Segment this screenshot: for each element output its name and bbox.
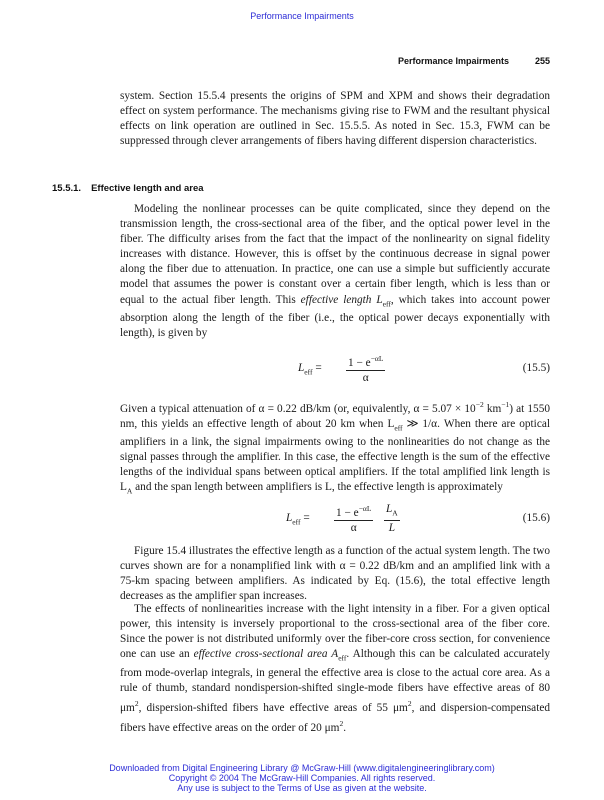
p1-symbol-sub: eff bbox=[382, 298, 391, 308]
footer-copyright: Copyright © 2004 The McGraw-Hill Companies. All rights reserved. bbox=[168, 773, 436, 783]
paragraph-effective-area bbox=[120, 602, 550, 736]
footer-terms-link[interactable]: Any use is subject to the Terms of Use as given at the website. bbox=[177, 783, 427, 793]
eq1-equals: = bbox=[315, 362, 322, 374]
p2-sub1: eff bbox=[394, 423, 403, 433]
p1-emph-term: effective length bbox=[300, 293, 372, 306]
p4-sup3: 2 bbox=[339, 718, 344, 728]
p2-t3: ) at 1550 nm, this yields an effective length of about 20 km when L bbox=[120, 402, 550, 430]
eq1-numerator: 1 − e bbox=[348, 356, 371, 369]
paragraph-effective-length bbox=[120, 202, 550, 341]
p3-text: Figure 15.4 illustrates the effective length as a function of the actual system length. The two curves shown are for a nonamplified link with α = 0.22 dB/km and an amplified link with a 75-km spacing between amplifiers. As indicated by Eq. (15.6), the total effective length decreases as the amplifier span increases. bbox=[120, 545, 550, 603]
p2-sup2: −1 bbox=[501, 400, 510, 409]
p2-t5: and the span length between amplifiers is L, the effective length is approximately bbox=[132, 481, 503, 494]
p2-t4: ≫ 1/α. When there are optical amplifiers in a link, the signal impairments owing to the nonlinearities do not change as the signal passes through the amplifier. In this case, the effective length is the sum of the effective lengths of the individual spans between optical amplifiers. If the total amplified link length is L bbox=[120, 417, 550, 494]
eq2-numerator-2: L bbox=[386, 503, 393, 515]
p4-sup2: 2 bbox=[407, 698, 412, 708]
equation-15-6 bbox=[120, 502, 550, 536]
eq1-number: (15.5) bbox=[522, 362, 550, 374]
eq2-number: (15.6) bbox=[522, 512, 550, 524]
eq1-fraction bbox=[346, 352, 385, 386]
running-head: Performance Impairments bbox=[398, 56, 510, 66]
eq2-numerator-sup: −αL bbox=[358, 504, 372, 513]
p1-text-b: , which takes into account power absorption along the length of the fiber (i.e., the optical power decays exponentially with length), is given by bbox=[120, 293, 551, 339]
paragraph-figure-ref bbox=[120, 544, 550, 604]
p1-text-a: Modeling the nonlinear processes can be quite complicated, since they depend on the transmission length, the cross-sectional area of the fiber, and the optical power level in the fiber. The difficulty arises from the fact that the impact of the nonlinearity on signal fidelity increases with distance. However, this is offset by the continuous decrease in signal power along the fiber due to attenuation. In practice, one can use a simple but sufficiently accurate model that assumes the power is constant over a certain fiber length, which is less than or equal to the actual fiber length. This bbox=[120, 203, 550, 306]
eq1-denominator: α bbox=[362, 371, 369, 384]
eq2-fraction-1 bbox=[334, 502, 373, 536]
eq2-equals: = bbox=[303, 512, 310, 524]
eq2-lhs: L bbox=[286, 512, 293, 524]
intro-paragraph bbox=[120, 89, 550, 149]
eq2-fraction-2 bbox=[384, 502, 400, 536]
eq1-lhs-sub: eff bbox=[304, 367, 313, 377]
eq2-denominator-2: L bbox=[388, 522, 395, 535]
p4-emph-term: effective cross-sectional area bbox=[193, 648, 328, 661]
eq1-numerator-sup: −αL bbox=[370, 354, 384, 363]
p4-t3: , dispersion-shifted fibers have effective areas of 55 μm bbox=[138, 701, 408, 714]
equation-15-5 bbox=[120, 352, 550, 386]
section-title: Effective length and area bbox=[91, 183, 204, 194]
p4-t4: , and dispersion-compensated fibers have effective areas on the order of 20 μm bbox=[120, 701, 550, 734]
page-number: 255 bbox=[535, 56, 551, 66]
p1-symbol: L bbox=[376, 293, 383, 306]
section-heading bbox=[52, 183, 204, 194]
p2-t2: km bbox=[483, 402, 502, 415]
eq1-lhs: L bbox=[298, 362, 305, 374]
eq2-denominator: α bbox=[350, 521, 357, 534]
p4-t2: . Although this can be calculated accurately from mode-overlap integrals, in general the effective area is close to the actual core area. As a rule of thumb, standard nondispersion-shifted single-mode fibers have effective areas of 80 μm bbox=[120, 648, 550, 714]
p4-t1: The effects of nonlinearities increase with the light intensity in a fiber. For a given optical power, this intensity is inversely proportional to the cross-sectional area of the fiber core. Since the power is not distributed uniformly over the fiber-core cross section, for convenience one can use an bbox=[120, 603, 550, 661]
p4-symbol: A bbox=[327, 648, 339, 661]
eq2-lhs-sub: eff bbox=[292, 517, 301, 527]
p2-sup1: −2 bbox=[475, 400, 484, 409]
eq2-numerator: 1 − e bbox=[336, 506, 359, 519]
p4-sup1: 2 bbox=[134, 698, 139, 708]
eq2-numerator-2-sub: A bbox=[392, 508, 398, 518]
p2-t1: Given a typical attenuation of α = 0.22 dB/km (or, equivalently, α = 5.07 × 10 bbox=[120, 402, 476, 415]
top-chapter-link[interactable]: Performance Impairments bbox=[250, 11, 354, 21]
paragraph-attenuation bbox=[120, 397, 550, 499]
p2-sub2: A bbox=[126, 486, 133, 496]
p4-t5: . bbox=[343, 721, 347, 734]
footer-download-link[interactable]: Downloaded from Digital Engineering Library @ McGraw-Hill (www.digitalengineeringlibrary.com) bbox=[109, 763, 495, 773]
intro-paragraph-text: system. Section 15.5.4 presents the origins of SPM and XPM and shows their degradation effect on system performance. The mechanisms giving rise to FWM and the resultant physical effects on link operation are outlined in Sec. 15.5.5. As noted in Sec. 15.3, FWM can be suppressed through clever arrangements of fibers having different dispersion characteristics. bbox=[120, 90, 550, 148]
section-number: 15.5.1. bbox=[52, 183, 82, 194]
p4-symbol-sub: eff bbox=[338, 653, 347, 663]
